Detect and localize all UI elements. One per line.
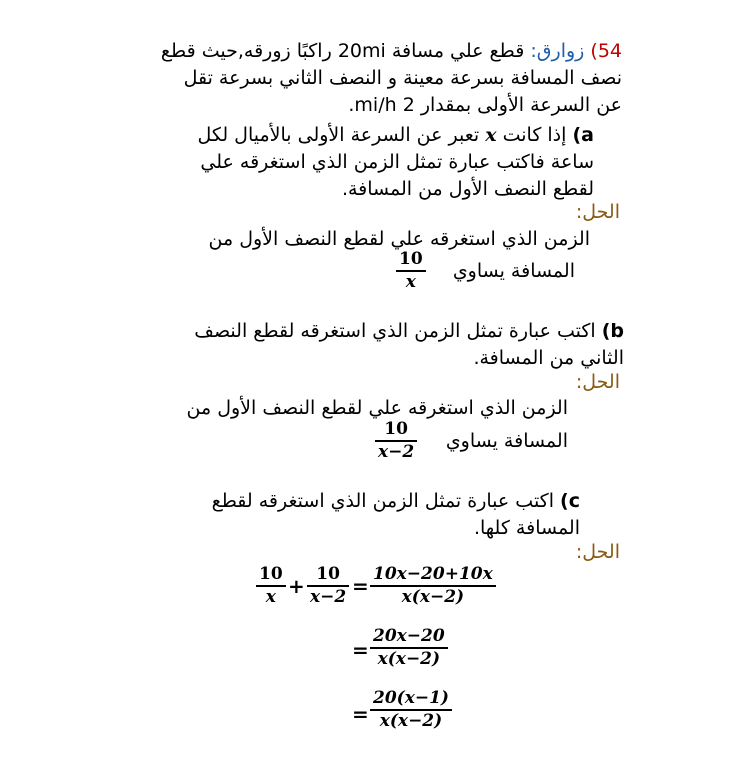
part-b-answer-line1: الزمن الذي استغرقه علي لقطع النصف الأول من bbox=[186, 397, 568, 419]
part-c-solution-label: الحل: bbox=[575, 541, 620, 563]
part-b-fraction-numerator: 10 bbox=[384, 419, 408, 439]
part-b-fraction bbox=[375, 419, 417, 463]
part-c-letter: c) bbox=[560, 490, 580, 512]
part-b-question bbox=[154, 318, 624, 372]
eq-result-3-denominator: x(x−2) bbox=[379, 711, 443, 731]
part-a-answer-line1: الزمن الذي استغرقه علي لقطع النصف الأول من bbox=[208, 228, 590, 250]
problem-text: قطع علي مسافة 20mi راكبًا زورقه,حيث قطع نصف المسافة بسرعة معينة و النصف الثاني بسرعة تقل عن السرعة الأولى بمقدار 2 mi/h. bbox=[160, 40, 622, 116]
part-b-fraction-denominator: x−2 bbox=[378, 442, 415, 462]
equals-sign-3: = bbox=[352, 702, 369, 726]
eq-fraction-2-denominator: x−2 bbox=[310, 587, 347, 607]
part-a-solution-label: الحل: bbox=[575, 201, 620, 223]
part-a-text-before: إذا كانت bbox=[496, 124, 567, 146]
part-a-fraction bbox=[396, 249, 426, 293]
eq-result-1-denominator: x(x−2) bbox=[401, 587, 465, 607]
eq-result-2-denominator: x(x−2) bbox=[377, 649, 441, 669]
part-b-answer-line2: المسافة يساوي bbox=[445, 430, 568, 452]
eq-fraction-2-numerator: 10 bbox=[316, 564, 340, 584]
problem-statement bbox=[152, 38, 622, 119]
part-b-letter: b) bbox=[601, 320, 624, 342]
part-a-letter: a) bbox=[572, 124, 594, 146]
eq-result-3 bbox=[370, 688, 452, 732]
eq-result-2-numerator: 20x−20 bbox=[373, 626, 445, 646]
equals-sign-2: = bbox=[352, 638, 369, 662]
part-a-fraction-numerator: 10 bbox=[399, 249, 423, 269]
eq-fraction-1-denominator: x bbox=[265, 587, 276, 607]
part-b-text: اكتب عبارة تمثل الزمن الذي استغرقه لقطع النصف الثاني من المسافة. bbox=[194, 320, 624, 369]
plus-sign: + bbox=[288, 574, 305, 598]
part-b-solution-label: الحل: bbox=[575, 371, 620, 393]
eq-result-2 bbox=[370, 626, 448, 670]
eq-fraction-2 bbox=[307, 564, 349, 608]
eq-result-1 bbox=[370, 564, 496, 608]
part-c-question bbox=[180, 488, 580, 542]
part-a-fraction-denominator: x bbox=[405, 272, 416, 292]
eq-result-3-numerator: 20(x−1) bbox=[373, 688, 449, 708]
equals-sign-1: = bbox=[352, 574, 369, 598]
part-c-text: اكتب عبارة تمثل الزمن الذي استغرقه لقطع المسافة كلها. bbox=[211, 490, 580, 539]
eq-fraction-1-numerator: 10 bbox=[259, 564, 283, 584]
part-a-question bbox=[154, 122, 594, 203]
eq-fraction-1 bbox=[256, 564, 286, 608]
part-a-answer-line2: المسافة يساوي bbox=[452, 260, 575, 282]
part-a-text-after: تعبر عن السرعة الأولى بالأميال لكل ساعة فاكتب عبارة تمثل الزمن الذي استغرقه علي لقطع النصف الأول من المسافة. bbox=[197, 124, 594, 200]
problem-number: 54) bbox=[590, 40, 622, 62]
problem-topic: زوارق: bbox=[530, 40, 585, 62]
part-a-variable: x bbox=[485, 124, 497, 146]
eq-result-1-numerator: 10x−20+10x bbox=[373, 564, 493, 584]
